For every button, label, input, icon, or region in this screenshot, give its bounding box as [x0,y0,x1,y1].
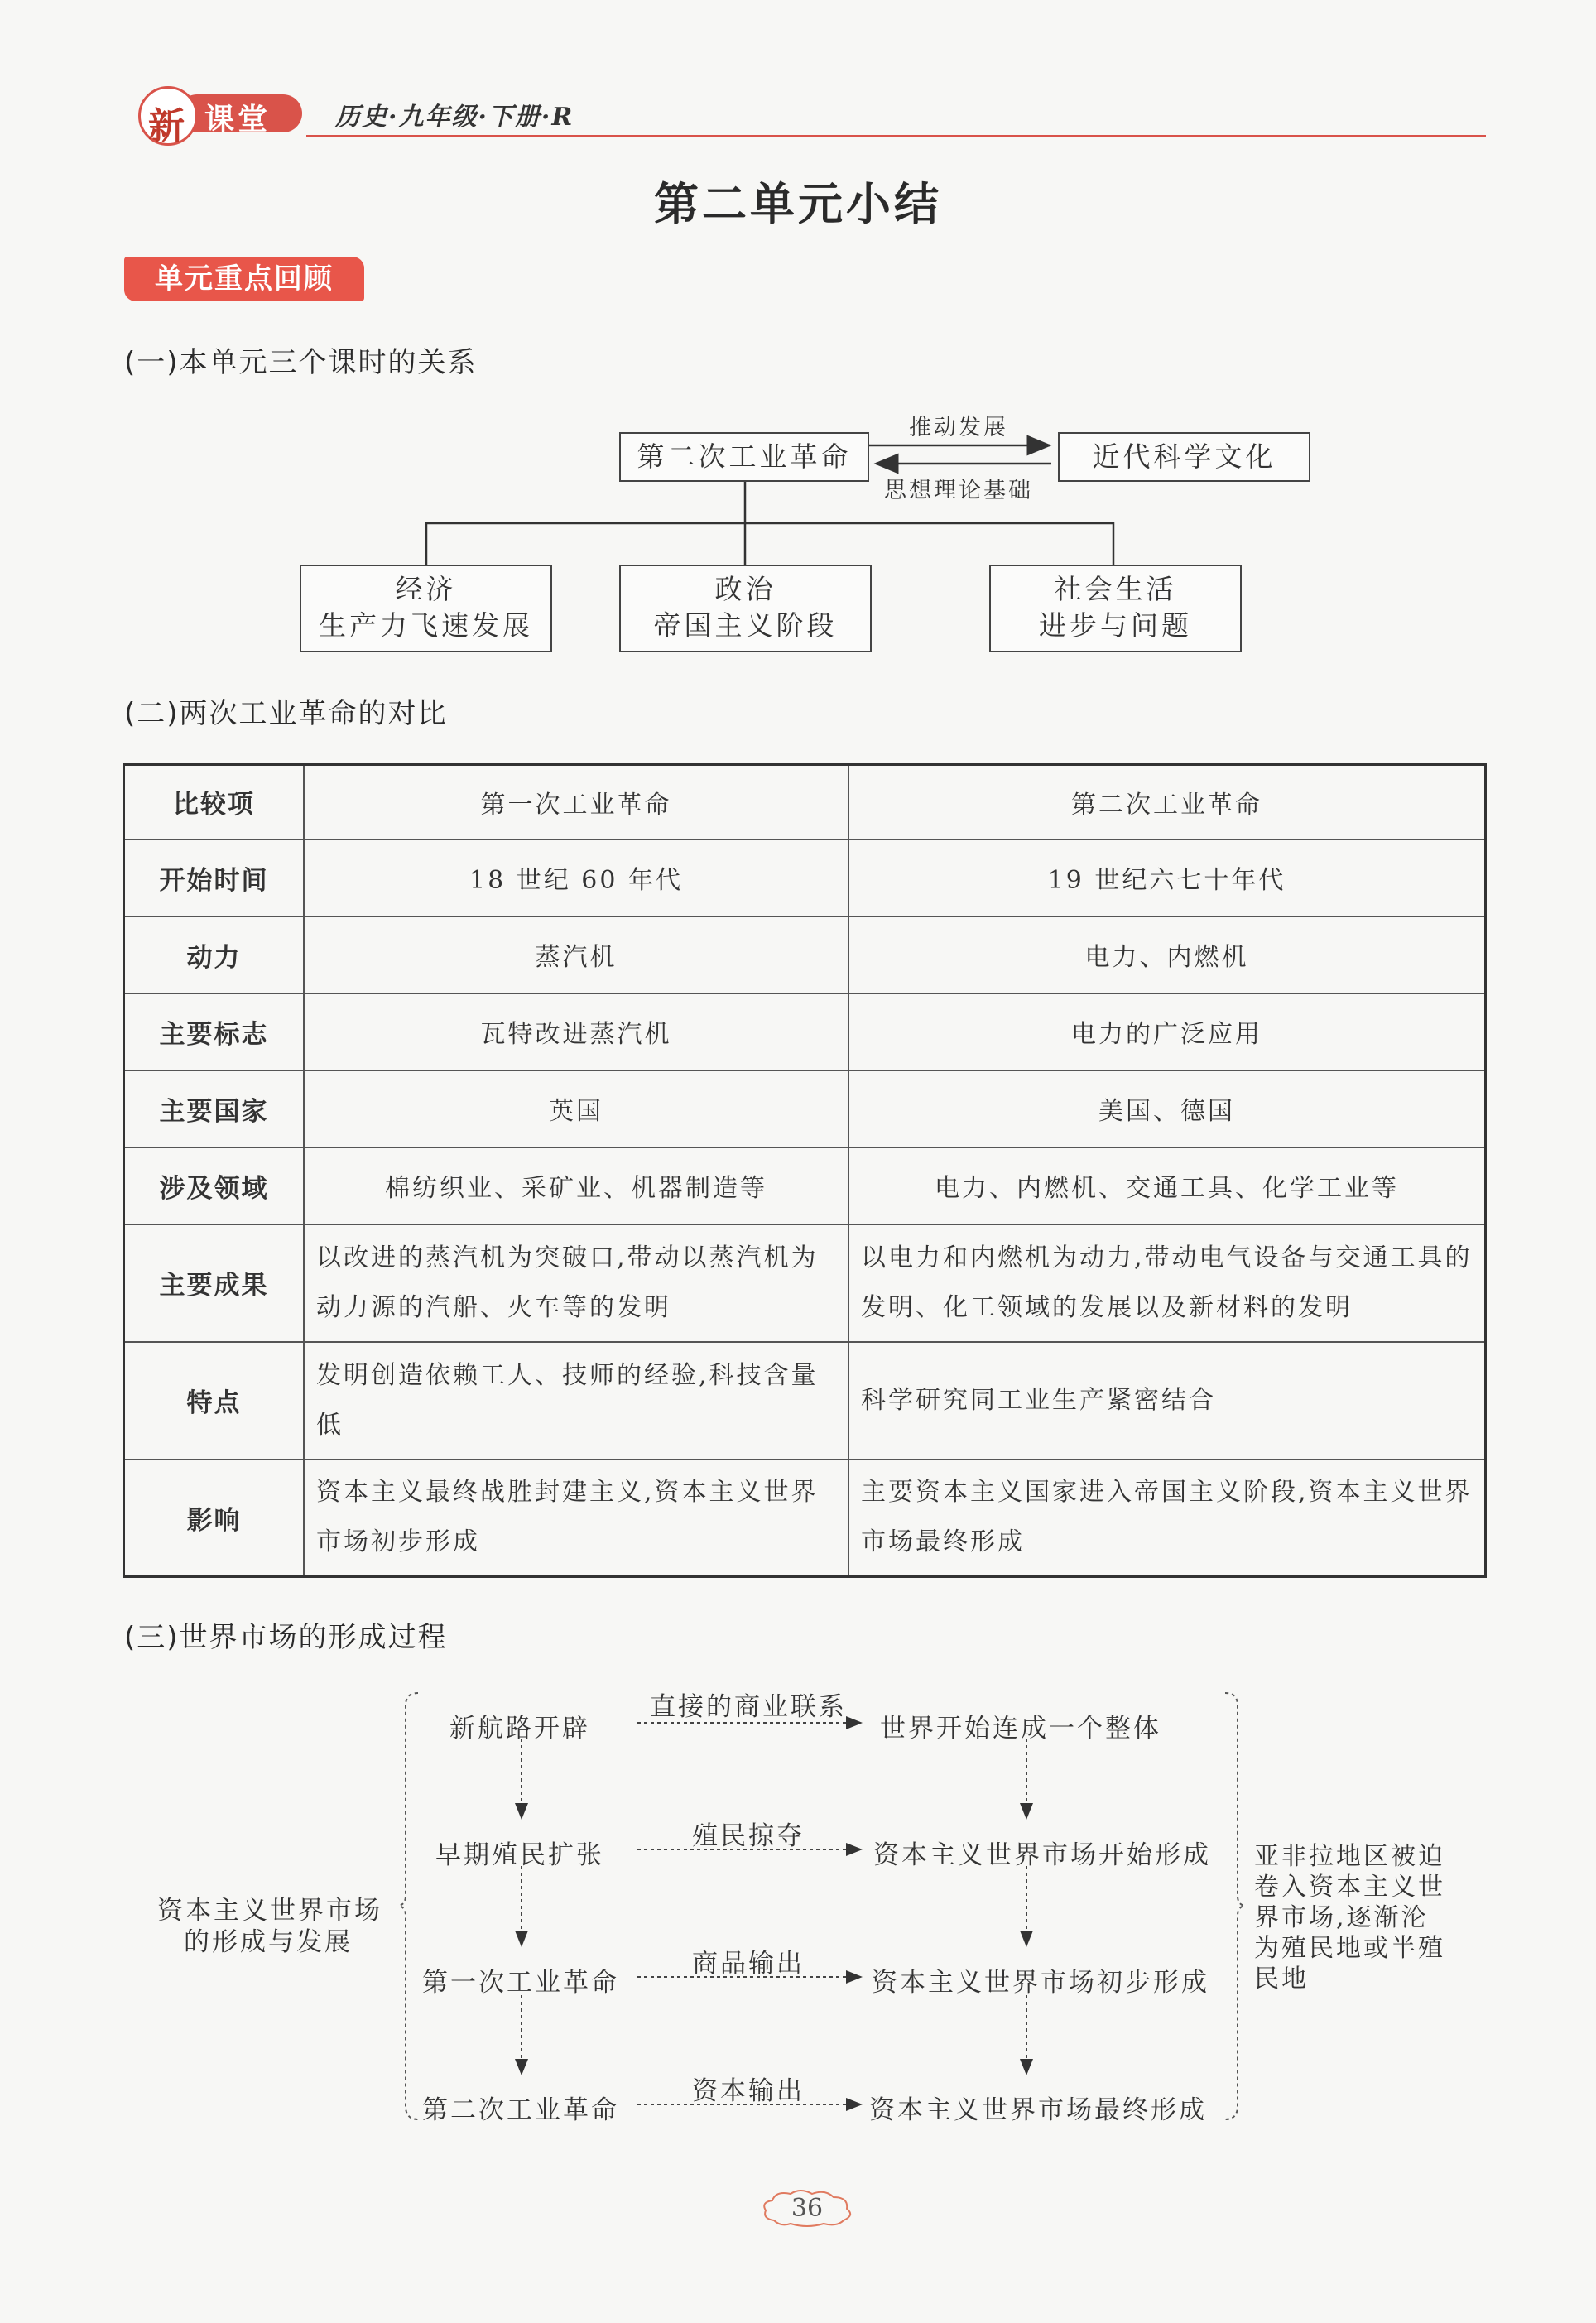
row-label: 主要国家 [124,1070,305,1147]
logo-rest-chars: 课堂 [204,102,272,137]
table-cell: 蒸汽机 [304,916,848,993]
table-cell: 美国、德国 [848,1070,1486,1147]
branch-politics-title: 政治 [714,573,776,605]
table-cell: 以改进的蒸汽机为突破口,带动以蒸汽机为动力源的汽船、火车等的发明 [304,1224,848,1342]
colonial-note-line: 为殖民地或半殖 [1254,1934,1445,1963]
arrow-label-theory: 思想理论基础 [884,478,1033,503]
branch-society-desc: 进步与问题 [1039,609,1192,642]
step-cause: 第一次工业革命 [422,1968,619,1998]
table-cell: 以电力和内燃机为动力,带动电气设备与交通工具的发明、化工领域的发展以及新材料的发明 [848,1224,1486,1342]
page-number-text: 36 [791,2194,824,2223]
step-cause: 新航路开辟 [449,1714,590,1743]
step-link: 殖民掠夺 [692,1821,805,1851]
colonial-note [1254,1841,1445,1994]
colonial-note-line: 界市场,逐渐沦 [1254,1903,1429,1932]
row-label: 动力 [124,916,305,993]
modern-science-culture-box: 近代科学文化 [1058,432,1310,482]
section-badge: 单元重点回顾 [124,257,364,301]
page-title: 第二单元小结 [654,177,942,230]
colonial-note-line: 亚非拉地区被迫 [1254,1842,1445,1871]
table-cell: 棉纺织业、采矿业、机器制造等 [304,1147,848,1224]
branch-economy-title: 经济 [395,573,457,605]
step-link: 资本输出 [692,2076,805,2106]
section1-heading: (一)本单元三个课时的关系 [124,346,478,379]
table-cell: 资本主义最终战胜封建主义,资本主义世界市场初步形成 [304,1460,848,1577]
step-result: 资本主义世界市场最终形成 [869,2095,1207,2125]
table-cell: 主要资本主义国家进入帝国主义阶段,资本主义世界市场最终形成 [848,1460,1486,1577]
table-header-cell: 第二次工业革命 [848,765,1486,839]
step-link: 直接的商业联系 [650,1692,847,1722]
branch-society-title: 社会生活 [1054,573,1177,605]
row-label: 影响 [124,1460,305,1577]
colonial-note-line: 民地 [1254,1965,1309,1994]
section2-heading: (二)两次工业革命的对比 [124,697,448,730]
table-cell: 科学研究同工业生产紧密结合 [848,1342,1486,1460]
row-label: 特点 [124,1342,305,1460]
table-header-cell: 第一次工业革命 [304,765,848,839]
step-result: 资本主义世界市场开始形成 [873,1840,1211,1870]
row-label: 开始时间 [124,839,305,916]
step-link: 商品输出 [692,1949,805,1979]
world-market-label-line1: 资本主义世界市场 [157,1896,382,1926]
table-cell: 电力、内燃机、交通工具、化学工业等 [848,1147,1486,1224]
table-header-cell: 比较项 [124,765,305,839]
table-cell: 18 世纪 60 年代 [304,839,848,916]
world-market-label-line2: 的形成与发展 [184,1927,353,1957]
table-cell: 瓦特改进蒸汽机 [304,993,848,1070]
row-label: 主要标志 [124,993,305,1070]
branch-politics-desc: 帝国主义阶段 [653,609,838,642]
second-industrial-revolution-box: 第二次工业革命 [619,432,869,482]
row-label: 主要成果 [124,1224,305,1342]
step-result: 世界开始连成一个整体 [880,1714,1161,1743]
branch-economy-desc: 生产力飞速发展 [319,609,533,642]
arrow-label-push: 推动发展 [909,415,1008,440]
colonial-note-line: 卷入资本主义世 [1254,1873,1445,1902]
row-label: 涉及领域 [124,1147,305,1224]
step-cause: 早期殖民扩张 [435,1840,604,1870]
table-cell: 发明创造依赖工人、技师的经验,科技含量低 [304,1342,848,1460]
table-cell: 19 世纪六七十年代 [848,839,1486,916]
step-cause: 第二次工业革命 [422,2095,619,2125]
table-cell: 电力、内燃机 [848,916,1486,993]
step-result: 资本主义世界市场初步形成 [872,1968,1209,1998]
book-subtitle: 历史·九年级·下册·R [335,103,574,132]
section3-heading: (三)世界市场的形成过程 [124,1621,448,1654]
page-number [757,2187,857,2230]
logo-first-char: 新 [148,105,185,147]
table-cell: 英国 [304,1070,848,1147]
table-cell: 电力的广泛应用 [848,993,1486,1070]
